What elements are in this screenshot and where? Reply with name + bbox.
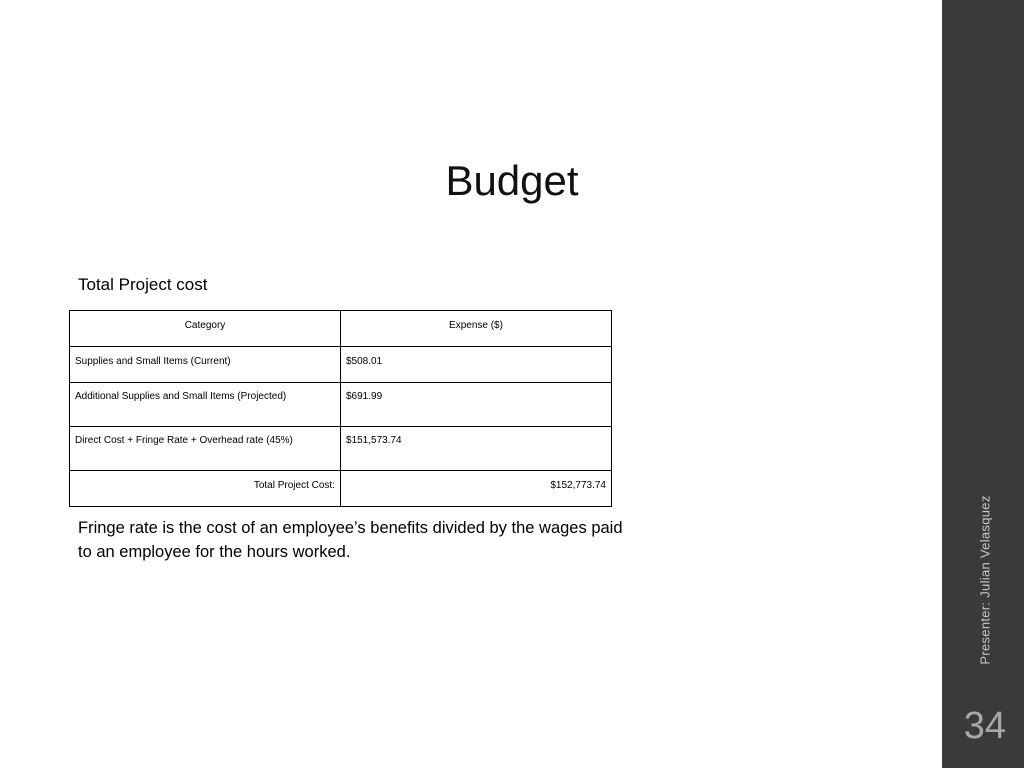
row-expense: $151,573.74 xyxy=(341,427,612,471)
fringe-rate-note: Fringe rate is the cost of an employee’s benefits divided by the wages paid to an employee for the hours worked. xyxy=(78,519,623,561)
presenter-label: Presenter: Julian Velasquez xyxy=(977,495,993,665)
header-expense: Expense ($) xyxy=(341,311,612,347)
row-category: Direct Cost + Fringe Rate + Overhead rate (45%) xyxy=(70,427,341,471)
table-row xyxy=(70,427,612,471)
row-expense: $508.01 xyxy=(341,347,612,383)
page-number: 34 xyxy=(963,705,1006,747)
table-caption: Total Project cost xyxy=(78,275,208,294)
header-category: Category xyxy=(70,311,341,347)
total-label: Total Project Cost: xyxy=(70,471,341,507)
row-category: Additional Supplies and Small Items (Projected) xyxy=(70,383,341,427)
row-expense: $691.99 xyxy=(341,383,612,427)
table-row xyxy=(70,383,612,427)
table-header-row xyxy=(70,311,612,347)
total-value: $152,773.74 xyxy=(341,471,612,507)
row-category: Supplies and Small Items (Current) xyxy=(70,347,341,383)
budget-table xyxy=(69,310,612,507)
table-row xyxy=(70,347,612,383)
table-total-row xyxy=(70,471,612,507)
slide-title: Budget xyxy=(445,157,579,204)
